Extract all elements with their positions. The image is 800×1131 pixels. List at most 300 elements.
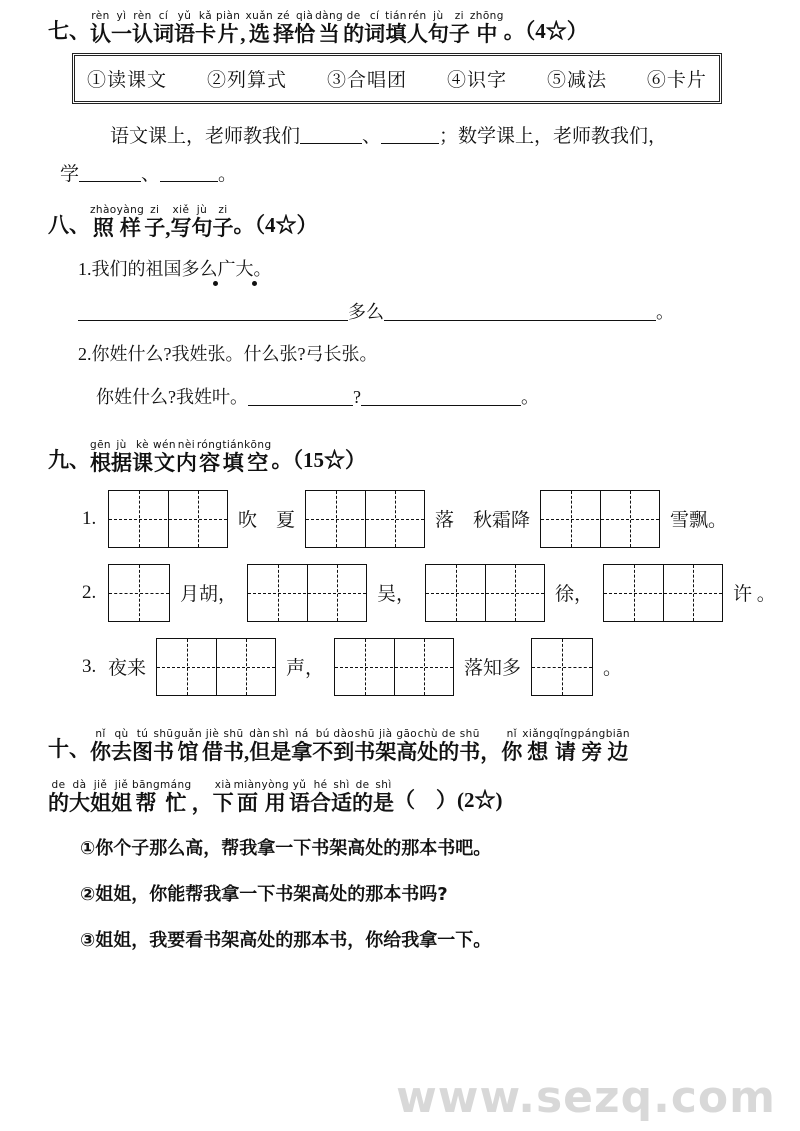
fill-blank[interactable] xyxy=(381,124,439,144)
pinyin-annotation: zé xyxy=(277,10,290,22)
hanzi-char: 恰 xyxy=(294,22,316,47)
pinyin-annotation: miàn xyxy=(233,778,262,791)
hanzi-char: 选 xyxy=(248,22,270,47)
pinyin-annotation: jiě xyxy=(114,778,129,791)
hanzi-char: 容 xyxy=(199,450,221,475)
pinyin-char xyxy=(417,729,438,763)
pinyin-annotation: yàng xyxy=(116,204,145,217)
character-grid-box[interactable] xyxy=(247,564,367,622)
pinyin-annotation: páng xyxy=(577,727,606,740)
word-bank-item[interactable]: ⑥卡片 xyxy=(646,70,707,92)
row-3-text-1: 声， xyxy=(286,658,325,680)
character-grid-box[interactable] xyxy=(334,638,454,696)
answer-blank[interactable] xyxy=(384,302,656,321)
row-label: 3. xyxy=(82,655,97,677)
hanzi-char: , xyxy=(240,22,246,47)
question-9-number: 九、 xyxy=(48,447,90,472)
pinyin-char xyxy=(273,11,294,45)
pinyin-annotation: biān xyxy=(605,727,630,740)
pinyin-annotation: de xyxy=(441,727,456,740)
pinyin-char xyxy=(310,780,331,814)
pinyin-char xyxy=(270,729,291,763)
pinyin-char xyxy=(90,205,117,239)
pinyin-annotation: yì xyxy=(116,10,127,22)
hanzi-char: 的 xyxy=(343,22,365,47)
pinyin-char xyxy=(216,11,240,45)
pinyin-annotation: jù xyxy=(433,10,444,22)
row-3-text-3: 。 xyxy=(603,658,623,680)
pinyin-char xyxy=(331,780,352,814)
pinyin-char xyxy=(407,11,428,45)
pinyin-annotation: xiǎng xyxy=(522,727,554,740)
hanzi-char: 写 xyxy=(170,216,192,241)
hanzi-char: 内 xyxy=(175,450,197,475)
pinyin-char xyxy=(289,780,310,814)
character-grid-box[interactable] xyxy=(425,564,545,622)
pinyin-annotation: jiě xyxy=(93,778,108,791)
question-7 xyxy=(0,0,800,194)
pinyin-annotation: bāng xyxy=(132,778,161,791)
question-8-item-1-answer xyxy=(0,298,800,324)
hanzi-char: 书 xyxy=(354,739,376,764)
hanzi-char: 语 xyxy=(174,22,195,47)
character-grid-box[interactable] xyxy=(156,638,276,696)
hanzi-char: 子 xyxy=(448,22,470,47)
question-9-score: 。（15☆） xyxy=(271,447,367,472)
hanzi-char: 合 xyxy=(310,790,332,815)
pinyin-annotation: zi xyxy=(454,10,464,22)
pinyin-annotation: jù xyxy=(196,204,208,217)
pinyin-char xyxy=(449,11,470,45)
hanzi-char: 不 xyxy=(312,739,334,764)
hanzi-char: 卡 xyxy=(195,22,216,47)
character-grid-box[interactable] xyxy=(603,564,723,622)
hanzi-char: 帮 xyxy=(135,790,157,815)
character-grid-box[interactable] xyxy=(108,564,170,622)
question-7-sentence xyxy=(0,118,800,156)
question-7-number: 七、 xyxy=(48,19,90,44)
pinyin-char xyxy=(174,729,202,763)
hanzi-char: 一 xyxy=(111,22,132,47)
pinyin-char xyxy=(117,205,145,239)
word-bank-item[interactable]: ③合唱团 xyxy=(326,70,407,92)
word-bank-item[interactable]: ④识字 xyxy=(446,70,507,92)
pinyin-char xyxy=(111,440,132,474)
pinyin-annotation: guǎn xyxy=(174,727,203,740)
question-10-title-line-2 xyxy=(48,769,394,814)
hanzi-char: 你 xyxy=(90,739,111,764)
row-2-text-1: 月胡， xyxy=(180,584,238,606)
pinyin-annotation: shū xyxy=(223,727,244,740)
pinyin-annotation: shì xyxy=(333,778,350,791)
pinyin-annotation xyxy=(245,729,249,740)
pinyin-annotation: kǎ xyxy=(198,10,213,22)
pinyin-annotation: yǔ xyxy=(292,778,307,791)
pinyin-char xyxy=(132,440,153,474)
sentence-part-d: 学 xyxy=(60,164,80,186)
pinyin-char xyxy=(153,11,174,45)
sentence-part-e: 、 xyxy=(141,164,161,186)
pinyin-annotation: rèn xyxy=(133,10,152,22)
pinyin-char xyxy=(195,11,216,45)
pinyin-annotation: jù xyxy=(116,438,127,451)
pinyin-char xyxy=(234,780,262,814)
word-bank-inner xyxy=(72,53,722,104)
option-2[interactable]: ②姐姐，你能帮我拿一下书架高处的那本书吗? xyxy=(80,883,448,905)
question-7-score: 。（4☆） xyxy=(503,19,588,44)
pinyin-annotation: piàn xyxy=(216,10,241,22)
pinyin-annotation: xuǎn xyxy=(245,10,274,22)
pinyin-char xyxy=(294,11,315,45)
pinyin-annotation: chù xyxy=(417,727,438,740)
pinyin-annotation: yǔ xyxy=(177,10,192,22)
pinyin-annotation: rèn xyxy=(91,10,110,22)
pinyin-annotation: nèi xyxy=(177,438,196,451)
hanzi-char: 人 xyxy=(406,22,428,47)
hanzi-char: , xyxy=(244,739,250,764)
pinyin-annotation: cí xyxy=(369,10,380,22)
hanzi-char: 适 xyxy=(331,790,353,815)
pinyin-annotation xyxy=(166,205,170,216)
hanzi-char: 但 xyxy=(249,739,271,764)
question-9 xyxy=(0,429,800,696)
pinyin-char xyxy=(333,729,354,763)
question-7-heading xyxy=(0,0,800,45)
row-2-text-3: 徐， xyxy=(555,584,594,606)
hanzi-char: 课 xyxy=(132,450,153,475)
hanzi-char: 填 xyxy=(385,22,407,47)
answer-blank[interactable] xyxy=(78,302,348,321)
pinyin-char xyxy=(312,729,333,763)
hanzi-char: 请 xyxy=(554,739,576,764)
pinyin-char xyxy=(111,780,132,814)
hanzi-char: 根 xyxy=(90,450,111,475)
question-10-score: （ ）(2☆) xyxy=(394,787,503,812)
hanzi-char: 样 xyxy=(119,216,141,241)
answer-blank[interactable] xyxy=(248,387,353,406)
fill-blank[interactable] xyxy=(79,162,141,182)
pinyin-char xyxy=(176,440,197,474)
pinyin-annotation xyxy=(241,11,245,22)
pinyin-annotation: gāo xyxy=(396,727,418,740)
pinyin-char xyxy=(153,729,174,763)
item-2-answer-end: 。 xyxy=(521,386,539,407)
word-bank xyxy=(72,53,722,104)
question-10-title-line-1 xyxy=(90,718,630,763)
pinyin-char xyxy=(244,440,271,474)
grid-row-2 xyxy=(0,564,800,622)
hanzi-char: 书 xyxy=(459,739,481,764)
grid-row-3 xyxy=(0,638,800,696)
sentence-part-a: 语文课上，老师教我们 xyxy=(110,126,301,148)
pinyin-annotation: kè xyxy=(136,438,149,451)
hanzi-char: 书 xyxy=(223,739,245,764)
pinyin-char xyxy=(48,780,69,814)
pinyin-char xyxy=(470,11,504,45)
hanzi-char: 忙 xyxy=(165,790,187,815)
sentence-part-f: 。 xyxy=(218,164,238,186)
hanzi-char: 面 xyxy=(237,790,259,815)
question-8-number: 八、 xyxy=(48,213,90,238)
pinyin-annotation: xià xyxy=(214,778,232,791)
pinyin-char xyxy=(428,11,449,45)
hanzi-char: 词 xyxy=(153,22,174,47)
hanzi-char: 语 xyxy=(289,790,311,815)
pinyin-char xyxy=(343,11,364,45)
fill-blank[interactable] xyxy=(300,124,362,144)
pinyin-char xyxy=(459,729,480,763)
row-1-text-3: 雪飘。 xyxy=(670,510,728,532)
grid-row-1 xyxy=(0,490,800,548)
hanzi-char: 填 xyxy=(222,450,244,475)
pinyin-annotation: de xyxy=(355,778,370,791)
pinyin-annotation: qù xyxy=(114,727,129,740)
pinyin-annotation: de xyxy=(346,10,361,22)
question-7-title xyxy=(90,0,504,45)
question-8 xyxy=(0,194,800,409)
pinyin-annotation: wén xyxy=(153,438,176,451)
option-1[interactable]: ①你个子那么高，帮我拿一下书架高处的那本书吧。 xyxy=(80,837,492,859)
question-8-item-1 xyxy=(0,255,800,284)
pinyin-char xyxy=(90,440,111,474)
pinyin-char xyxy=(90,729,111,763)
question-10 xyxy=(0,718,800,952)
pinyin-char xyxy=(246,11,274,45)
hanzi-char: 你 xyxy=(501,739,523,764)
pinyin-char xyxy=(132,729,153,763)
pinyin-char xyxy=(160,780,192,814)
pinyin-char xyxy=(354,729,375,763)
row-2-text-4: 许 。 xyxy=(733,584,776,606)
question-9-title xyxy=(90,429,272,474)
pinyin-annotation: kōng xyxy=(244,438,272,451)
hanzi-char: 是 xyxy=(373,790,395,815)
fill-blank[interactable] xyxy=(160,162,218,182)
pinyin-char xyxy=(373,780,394,814)
word-bank-item[interactable]: ②列算式 xyxy=(206,70,287,92)
pinyin-char xyxy=(191,205,212,239)
hanzi-char: 用 xyxy=(264,790,286,815)
hanzi-char: 想 xyxy=(527,739,549,764)
pinyin-char xyxy=(153,440,176,474)
pinyin-annotation: róng xyxy=(196,438,223,451)
hanzi-char: 是 xyxy=(270,739,292,764)
emphasis-dots xyxy=(213,281,257,286)
pinyin-annotation: shū xyxy=(153,727,174,740)
pinyin-annotation: de xyxy=(51,778,66,791)
pinyin-char xyxy=(364,11,385,45)
pinyin-annotation: shū xyxy=(459,727,480,740)
pinyin-char xyxy=(261,780,289,814)
pinyin-annotation: tián xyxy=(385,10,407,22)
pinyin-annotation: dàn xyxy=(249,727,271,740)
row-2-text-2: 吴， xyxy=(377,584,416,606)
answer-blank[interactable] xyxy=(361,387,521,406)
pinyin-char xyxy=(212,205,233,239)
pinyin-annotation: gēn xyxy=(90,438,111,451)
pinyin-char xyxy=(578,729,606,763)
pinyin-annotation: nǐ xyxy=(95,727,106,740)
pinyin-annotation xyxy=(489,729,493,740)
pinyin-annotation: dà xyxy=(72,778,87,791)
pinyin-char xyxy=(606,729,630,763)
character-grid-box[interactable] xyxy=(108,490,228,548)
sentence-part-b: 、 xyxy=(362,126,382,148)
option-3[interactable]: ③姐姐，我要看书架高处的那本书，你给我拿一下。 xyxy=(80,929,492,951)
pinyin-annotation: yòng xyxy=(261,778,290,791)
row-1-text-2: 落 秋霜降 xyxy=(435,510,531,532)
item-1-answer-mid: 多么 xyxy=(348,301,384,322)
pinyin-annotation: zhào xyxy=(90,204,117,217)
pinyin-char xyxy=(111,11,132,45)
hanzi-char: 高 xyxy=(396,739,418,764)
question-10-heading-line-2 xyxy=(0,769,800,814)
hanzi-char: 借 xyxy=(202,739,224,764)
pinyin-annotation: tián xyxy=(222,438,245,451)
pinyin-char xyxy=(315,11,343,45)
row-1-text-1: 吹 夏 xyxy=(238,510,296,532)
question-8-title xyxy=(90,194,233,239)
word-bank-item[interactable]: ⑤减法 xyxy=(546,70,607,92)
hanzi-char: 文 xyxy=(153,450,175,475)
pinyin-annotation: xiě xyxy=(172,204,190,217)
pinyin-annotation: cí xyxy=(158,10,169,22)
hanzi-char: 择 xyxy=(273,22,295,47)
hanzi-char: 句 xyxy=(191,216,213,241)
pinyin-annotation: nǐ xyxy=(506,727,517,740)
pinyin-char xyxy=(144,205,165,239)
pinyin-annotation: jià xyxy=(379,727,393,740)
question-8-item-2-answer xyxy=(0,383,800,409)
hanzi-char: 词 xyxy=(364,22,386,47)
hanzi-char: 去 xyxy=(111,739,132,764)
pinyin-annotation: zhōng xyxy=(469,10,504,22)
hanzi-char: 架 xyxy=(375,739,397,764)
character-grid-box[interactable] xyxy=(540,490,660,548)
pinyin-char xyxy=(480,729,501,763)
pinyin-annotation: zi xyxy=(150,204,160,217)
hanzi-char: 旁 xyxy=(581,739,603,764)
hanzi-char: 认 xyxy=(90,22,111,47)
hanzi-char: ， xyxy=(480,739,502,764)
hanzi-char: 姐 xyxy=(111,790,132,815)
pinyin-char xyxy=(375,729,396,763)
question-8-heading xyxy=(0,194,800,239)
hanzi-char: 处 xyxy=(417,739,439,764)
pinyin-char xyxy=(223,729,244,763)
pinyin-char xyxy=(111,729,132,763)
hanzi-char: 拿 xyxy=(291,739,313,764)
hanzi-char: 当 xyxy=(318,22,340,47)
pinyin-char xyxy=(501,729,522,763)
question-9-heading xyxy=(0,429,800,474)
pinyin-char xyxy=(385,11,407,45)
hanzi-char: 的 xyxy=(48,790,69,815)
word-bank-item[interactable]: ①读课文 xyxy=(87,70,168,92)
hanzi-char: 下 xyxy=(212,790,234,815)
pinyin-annotation: shì xyxy=(272,727,289,740)
pinyin-char xyxy=(291,729,312,763)
question-7-sentence-cont xyxy=(0,156,800,194)
row-label: 1. xyxy=(82,507,97,529)
pinyin-char xyxy=(438,729,459,763)
question-8-item-2 xyxy=(0,340,800,369)
hanzi-char: 中 xyxy=(476,22,498,47)
pinyin-annotation: shì xyxy=(375,778,392,791)
hanzi-char: 子 xyxy=(144,216,166,241)
hanzi-char: 边 xyxy=(607,739,629,764)
pinyin-char xyxy=(174,11,195,45)
pinyin-char xyxy=(90,11,111,45)
pinyin-char xyxy=(352,780,373,814)
pinyin-char xyxy=(132,11,153,45)
character-grid-box[interactable] xyxy=(305,490,425,548)
hanzi-char: 大 xyxy=(69,790,90,815)
hanzi-char: 的 xyxy=(352,790,374,815)
row-3-lead: 夜来 xyxy=(108,658,147,680)
hanzi-char: 照 xyxy=(92,216,114,241)
item-2-answer-q: ? xyxy=(353,386,361,407)
hanzi-char: 空 xyxy=(247,450,269,475)
hanzi-char: 认 xyxy=(132,22,153,47)
pinyin-char xyxy=(192,780,213,814)
hanzi-char: 到 xyxy=(333,739,355,764)
pinyin-char xyxy=(202,729,223,763)
pinyin-char xyxy=(90,780,111,814)
item-2-text: 2.你姓什么?我姓张。什么张?弓长张。 xyxy=(78,343,378,364)
hanzi-char: 书 xyxy=(153,739,174,764)
hanzi-char: ， xyxy=(191,790,213,815)
question-10-heading-line-1 xyxy=(0,718,800,763)
hanzi-char: 的 xyxy=(438,739,460,764)
pinyin-char xyxy=(197,440,222,474)
pinyin-char xyxy=(69,780,90,814)
item-1-answer-end: 。 xyxy=(656,301,674,322)
pinyin-char xyxy=(132,780,160,814)
hanzi-char: 句 xyxy=(427,22,449,47)
pinyin-annotation: máng xyxy=(160,778,192,791)
question-8-score: 。（4☆） xyxy=(233,213,318,238)
row-3-text-2: 落知多 xyxy=(464,658,522,680)
hanzi-char: 片 xyxy=(217,22,239,47)
pinyin-annotation: qià xyxy=(295,10,314,22)
hanzi-char: 子 xyxy=(212,216,234,241)
hanzi-char: 馆 xyxy=(177,739,199,764)
watermark: www.sezq.com xyxy=(396,1072,776,1123)
pinyin-char xyxy=(213,780,234,814)
hanzi-char: 图 xyxy=(132,739,153,764)
item-1-text: 1.我们的祖国多么广大。 xyxy=(78,259,272,280)
pinyin-char xyxy=(553,729,578,763)
pinyin-annotation: dào xyxy=(333,727,355,740)
sentence-part-c: ；数学课上，老师教我们， xyxy=(439,126,668,148)
pinyin-char xyxy=(170,205,191,239)
pinyin-annotation: bú xyxy=(315,727,330,740)
hanzi-char: 姐 xyxy=(90,790,111,815)
pinyin-char xyxy=(522,729,553,763)
pinyin-annotation: shū xyxy=(354,727,375,740)
pinyin-annotation xyxy=(200,780,204,791)
pinyin-char xyxy=(249,729,270,763)
question-10-number: 十、 xyxy=(48,736,90,761)
pinyin-annotation: hé xyxy=(313,778,328,791)
character-grid-box[interactable] xyxy=(531,638,593,696)
hanzi-char: 据 xyxy=(111,450,132,475)
pinyin-char xyxy=(396,729,417,763)
hanzi-char: , xyxy=(165,216,171,241)
pinyin-annotation: qǐng xyxy=(553,727,578,740)
pinyin-char xyxy=(222,440,244,474)
